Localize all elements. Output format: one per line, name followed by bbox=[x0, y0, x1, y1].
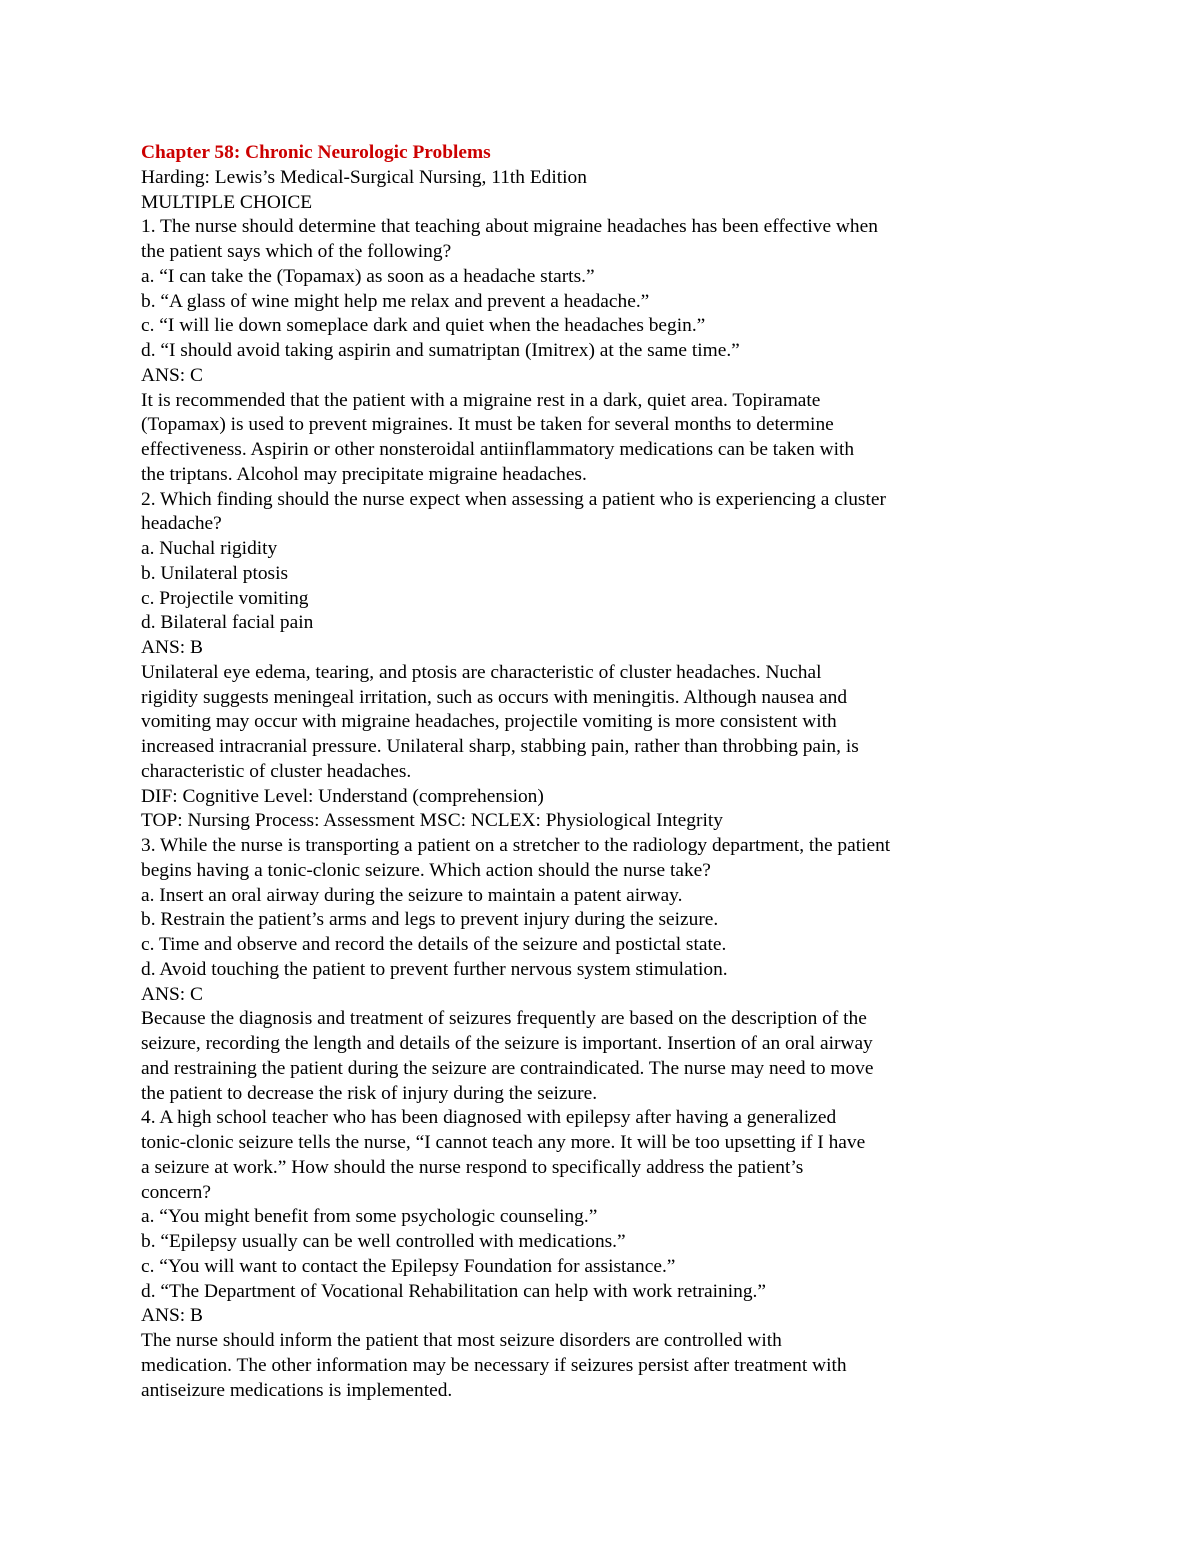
text-line: the patient to decrease the risk of injury during the seizure. bbox=[141, 1082, 598, 1104]
text-line: TOP: Nursing Process: Assessment MSC: NCLEX: Physiological Integrity bbox=[141, 810, 723, 832]
text-line: and restraining the patient during the seizure are contraindicated. The nurse may need to move bbox=[141, 1057, 874, 1079]
text-line: a. “You might benefit from some psychologic counseling.” bbox=[141, 1206, 598, 1228]
text-line: d. Avoid touching the patient to prevent further nervous system stimulation. bbox=[141, 958, 728, 980]
text-line: a. Insert an oral airway during the seizure to maintain a patent airway. bbox=[141, 884, 683, 906]
text-line: Because the diagnosis and treatment of seizures frequently are based on the description of the bbox=[141, 1008, 867, 1030]
text-line: ANS: B bbox=[141, 1305, 203, 1327]
text-line: antiseizure medications is implemented. bbox=[141, 1379, 453, 1401]
document-page bbox=[141, 141, 1041, 1403]
text-line: ANS: B bbox=[141, 637, 203, 658]
text-line: Unilateral eye edema, tearing, and ptosis are characteristic of cluster headaches. Nuchal bbox=[141, 661, 822, 683]
text-line: b. Unilateral ptosis bbox=[141, 562, 289, 584]
text-line: c. Projectile vomiting bbox=[141, 587, 309, 609]
text-line: d. Bilateral facial pain bbox=[141, 612, 314, 634]
text-line: 4. A high school teacher who has been diagnosed with epilepsy after having a generalized bbox=[141, 1107, 837, 1129]
text-line: increased intracranial pressure. Unilateral sharp, stabbing pain, rather than throbbing pain, is bbox=[141, 736, 859, 757]
text-line: c. “I will lie down someplace dark and quiet when the headaches begin.” bbox=[141, 315, 706, 337]
text-line: the patient says which of the following? bbox=[141, 241, 452, 262]
text-line: b. “Epilepsy usually can be well controlled with medications.” bbox=[141, 1231, 626, 1252]
chapter-title: Chapter 58: Chronic Neurologic Problems bbox=[141, 142, 491, 163]
text-line: vomiting may occur with migraine headaches, projectile vomiting is more consistent with bbox=[141, 711, 837, 733]
section-heading: MULTIPLE CHOICE bbox=[141, 191, 313, 213]
text-line: 1. The nurse should determine that teaching about migraine headaches has been effective when bbox=[141, 216, 878, 238]
textbook-subtitle: Harding: Lewis’s Medical-Surgical Nursing, 11th Edition bbox=[141, 166, 587, 188]
text-line: 3. While the nurse is transporting a patient on a stretcher to the radiology department, the patient bbox=[141, 835, 891, 856]
text-line: seizure, recording the length and details of the seizure is important. Insertion of an oral airway bbox=[141, 1033, 873, 1054]
text-line: c. Time and observe and record the details of the seizure and postictal state. bbox=[141, 934, 727, 955]
text-line: It is recommended that the patient with a migraine rest in a dark, quiet area. Topiramate bbox=[141, 389, 821, 411]
text-line: rigidity suggests meningeal irritation, such as occurs with meningitis. Although nausea and bbox=[141, 686, 848, 708]
text-line: a seizure at work.” How should the nurse respond to specifically address the patient’s bbox=[141, 1156, 804, 1178]
text-line: The nurse should inform the patient that most seizure disorders are controlled with bbox=[141, 1330, 782, 1351]
text-line: medication. The other information may be necessary if seizures persist after treatment with bbox=[141, 1354, 847, 1376]
text-line: d. “I should avoid taking aspirin and sumatriptan (Imitrex) at the same time.” bbox=[141, 340, 740, 361]
text-line: ANS: C bbox=[141, 364, 203, 386]
text-line: c. “You will want to contact the Epilepsy Foundation for assistance.” bbox=[141, 1255, 676, 1277]
text-line: a. “I can take the (Topamax) as soon as a headache starts.” bbox=[141, 265, 595, 287]
text-line: d. “The Department of Vocational Rehabilitation can help with work retraining.” bbox=[141, 1280, 766, 1302]
text-line: b. Restrain the patient’s arms and legs to prevent injury during the seizure. bbox=[141, 909, 719, 931]
text-line: the triptans. Alcohol may precipitate migraine headaches. bbox=[141, 463, 587, 485]
text-line: begins having a tonic-clonic seizure. Which action should the nurse take? bbox=[141, 859, 711, 881]
text-line: 2. Which finding should the nurse expect when assessing a patient who is experiencing a cluster bbox=[141, 488, 886, 510]
text-line: concern? bbox=[141, 1181, 211, 1203]
text-line: effectiveness. Aspirin or other nonsteroidal antiinflammatory medications can be taken with bbox=[141, 439, 855, 460]
text-line: characteristic of cluster headaches. bbox=[141, 760, 412, 782]
text-line: DIF: Cognitive Level: Understand (comprehension) bbox=[141, 785, 544, 807]
text-line: b. “A glass of wine might help me relax and prevent a headache.” bbox=[141, 290, 650, 312]
text-line: a. Nuchal rigidity bbox=[141, 538, 278, 559]
text-line: tonic-clonic seizure tells the nurse, “I cannot teach any more. It will be too upsetting if I have bbox=[141, 1132, 866, 1153]
text-line: (Topamax) is used to prevent migraines. It must be taken for several months to determine bbox=[141, 414, 834, 436]
text-line: headache? bbox=[141, 513, 222, 535]
text-line: ANS: C bbox=[141, 983, 203, 1005]
